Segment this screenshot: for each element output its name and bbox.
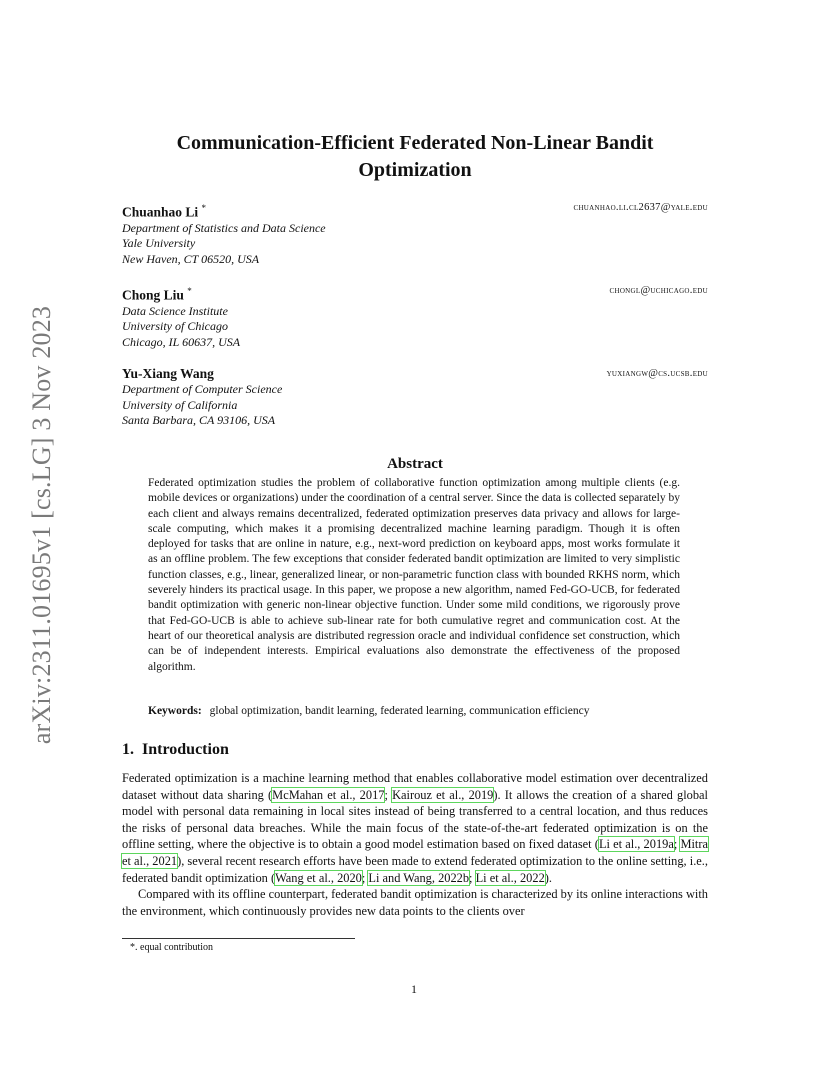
keywords-text: global optimization, bandit learning, federated learning, communication efficiency	[209, 705, 590, 717]
author-affiliation: New Haven, CT 06520, USA	[122, 251, 260, 266]
author-affiliation: Data Science Institute	[122, 303, 228, 318]
author-affiliation: University of California	[122, 397, 238, 412]
citation-link[interactable]: Li et al., 2022	[475, 870, 545, 885]
author-email[interactable]: yuxiangw@cs.ucsb.edu	[606, 368, 708, 379]
arxiv-stamp	[22, 290, 62, 760]
author-affiliation: Department of Computer Science	[122, 382, 283, 396]
author-affiliation: University of Chicago	[122, 319, 228, 333]
intro-body	[122, 770, 708, 919]
section-number: 1.	[122, 741, 134, 758]
author-block-1	[122, 200, 708, 267]
footnote-mark: *.	[130, 942, 138, 953]
footnote-text: equal contribution	[140, 942, 214, 953]
keywords-label: Keywords:	[148, 705, 202, 717]
author-name: Yu-Xiang Wang	[122, 366, 214, 381]
citation-link[interactable]: McMahan et al., 2017	[272, 787, 385, 802]
footnote-rule	[122, 938, 355, 939]
author-name: Chuanhao Li *	[122, 203, 207, 220]
author-block-3	[122, 366, 708, 429]
author-affiliation: Santa Barbara, CA 93106, USA	[122, 413, 276, 427]
intro-paragraph-1: Federated optimization is a machine learning method that enables collaborative model estimation over decentralized dataset without data sharing (McMahan et al., 2017; Kairouz et al., 2019). It allows the creation of a shared global model with personal data remaining in local sites instead of being transferred to a central location, and thus reduces the risks of personal data breaches. While the main focus of the state-of-the-art federated optimization is on the offline setting, where the objective is to obtain a good model estimation based on fixed dataset (Li et al., 2019a; Mitra et al., 2021), several recent research efforts have been made to extend federated optimization to the online setting, i.e., federated bandit optimization (Wang et al., 2020; Li and Wang, 2022b; Li et al., 2022).	[122, 771, 709, 885]
section-heading	[122, 741, 229, 759]
footnote	[130, 942, 213, 953]
citation-link[interactable]: Li and Wang, 2022b	[368, 870, 470, 885]
abstract-heading: Abstract	[387, 456, 443, 472]
keywords	[148, 704, 708, 719]
abstract-text: Federated optimization studies the problem of collaborative function optimization among multiple clients (e.g. mobile devices or organizations) under the coordination of a central server. Since the data is collected separately by each client and always remains decentralized, federated optimization preserves data privacy and allows for large-scale computing, which makes it a promising decentralized machine learning paradigm. Though it is often deployed for tasks that are online in nature, e.g., next-word prediction on keyboard apps, most works formulate it as an offline problem. The few exceptions that consider federated bandit optimization are limited to very simplistic function classes, e.g., linear, generalized linear, or non-parametric function class with bounded RKHS norm, which severely hinders its practical usage. In this paper, we propose a new algorithm, named Fed-GO-UCB, for federated bandit optimization with generic non-linear objective function. Under some mild conditions, we rigorously prove that Fed-GO-UCB is able to achieve sub-linear rate for both cumulative regret and communication cost. At the heart of our theoretical analysis are distributed regression oracle and individual confidence set construction, which can be of independent interests. Empirical evaluations also demonstrate the effectiveness of the proposed algorithm.	[148, 477, 680, 673]
author-block-2	[122, 283, 708, 350]
arxiv-id: arXiv:2311.01695v1 [cs.LG] 3 Nov 2023	[27, 305, 56, 745]
paper-title: Communication-Efficient Federated Non-Linear Bandit Optimization	[176, 132, 654, 181]
citation-link[interactable]: Li et al., 2019a	[598, 837, 674, 852]
citation-link[interactable]: Mitra et al., 2021	[122, 837, 708, 868]
section-title: Introduction	[142, 741, 229, 758]
page-number: 1	[411, 982, 417, 996]
author-affiliation: Department of Statistics and Data Science	[122, 220, 326, 235]
author-email[interactable]: chongl@uchicago.edu	[609, 285, 708, 296]
author-name: Chong Liu *	[122, 286, 192, 303]
citation-link[interactable]: Kairouz et al., 2019	[392, 787, 494, 802]
intro-paragraph-2: Compared with its offline counterpart, federated bandit optimization is characterized by its online interactions with the environment, which continuously provides new data points to the clients over	[122, 887, 708, 918]
author-email[interactable]: chuanhao.li.cl2637@yale.edu	[573, 202, 708, 213]
author-affiliation: Yale University	[122, 236, 196, 250]
author-affiliation: Chicago, IL 60637, USA	[122, 334, 241, 349]
citation-link[interactable]: Wang et al., 2020	[275, 870, 362, 885]
